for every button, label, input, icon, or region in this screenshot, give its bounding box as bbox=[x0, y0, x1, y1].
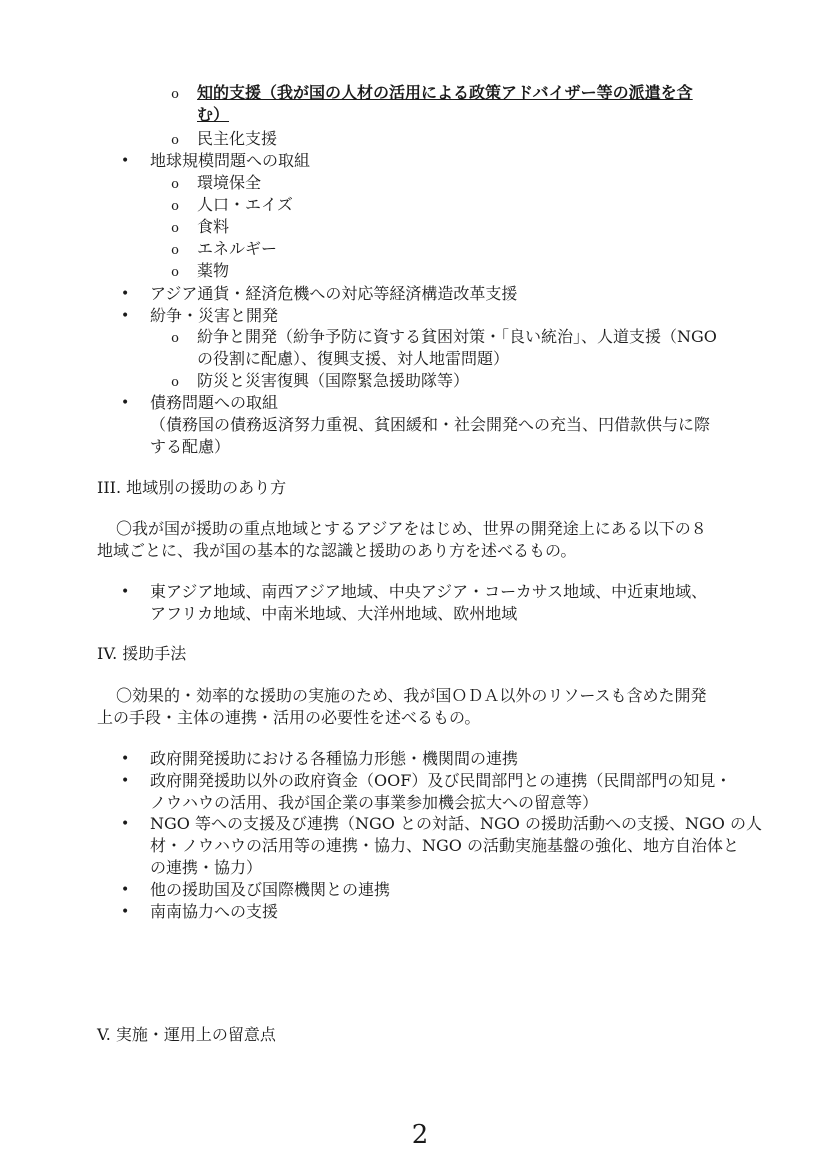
sub-item-conflict-development-line1: 紛争と開発（紛争予防に資する貧困対策・「良い統治」、人道支援（NGO bbox=[197, 327, 717, 346]
bullet: • bbox=[121, 882, 130, 898]
sub-item-intellectual-support-line1: 知的支援（我が国の人材の活用による政策アドバイザー等の派遣を含 bbox=[197, 83, 693, 102]
debt-note-line1: （債務国の債務返済努力重視、貧困緩和・社会開発への充当、円借款供与に際 bbox=[150, 415, 711, 434]
sub-bullet: o bbox=[171, 331, 179, 346]
method-item-cooperation-forms: 政府開発援助における各種協力形態・機関間の連携 bbox=[150, 749, 519, 768]
bullet: • bbox=[121, 751, 130, 767]
sub-bullet: o bbox=[171, 87, 179, 102]
item-global-issues: 地球規模問題への取組 bbox=[150, 151, 311, 170]
sub-bullet: o bbox=[171, 375, 179, 390]
sub-item-intellectual-support-line2: む） bbox=[197, 105, 230, 124]
method-item-ngo-line3: の連携・協力） bbox=[150, 858, 263, 877]
method-item-ngo-line1: NGO 等への支援及び連携（NGO との対話、NGO の援助活動への支援、NGO の人 bbox=[150, 814, 762, 833]
bullet: • bbox=[121, 816, 130, 832]
sub-bullet: o bbox=[171, 199, 179, 214]
debt-note-line2: する配慮） bbox=[150, 437, 231, 456]
sub-bullet: o bbox=[171, 133, 179, 148]
section-iv-intro-line1: 〇効果的・効率的な援助の実施のため、我が国ＯＤＡ以外のリソースも含めた開発 bbox=[116, 686, 707, 705]
bullet: • bbox=[121, 584, 130, 600]
section-iii-title: III. 地域別の援助のあり方 bbox=[97, 478, 287, 497]
section-iii-intro-line1: 〇我が国が援助の重点地域とするアジアをはじめ、世界の開発途上にある以下の８ bbox=[116, 519, 707, 538]
bullet: • bbox=[121, 308, 130, 324]
page-number: 2 bbox=[411, 1120, 429, 1150]
sub-item-disaster-prevention: 防災と災害復興（国際緊急援助隊等） bbox=[197, 371, 470, 390]
section-iv-title: IV. 援助手法 bbox=[97, 644, 187, 663]
sub-item-population-aids: 人口・エイズ bbox=[197, 195, 293, 214]
method-item-oof-line1: 政府開発援助以外の政府資金（OOF）及び民間部門との連携（民間部門の知見・ bbox=[150, 771, 732, 790]
method-item-south-south: 南南協力への支援 bbox=[150, 902, 279, 921]
sub-item-drugs: 薬物 bbox=[197, 261, 230, 280]
sub-bullet: o bbox=[171, 265, 179, 280]
sub-bullet: o bbox=[171, 221, 179, 236]
section-v-title: V. 実施・運用上の留意点 bbox=[97, 1025, 276, 1044]
method-item-oof-line2: ノウハウの活用、我が国企業の事業参加機会拡大への留意等） bbox=[150, 793, 599, 812]
sub-item-democratization: 民主化支援 bbox=[197, 129, 278, 148]
sub-bullet: o bbox=[171, 243, 179, 258]
item-asia-crisis: アジア通貨・経済危機への対応等経済構造改革支援 bbox=[150, 284, 518, 303]
item-conflict-disaster: 紛争・災害と開発 bbox=[150, 306, 279, 325]
sub-item-environment: 環境保全 bbox=[197, 173, 262, 192]
method-item-ngo-line2: 材・ノウハウの活用等の連携・協力、NGO の活動実施基盤の強化、地方自治体と bbox=[150, 836, 739, 855]
bullet: • bbox=[121, 286, 130, 302]
bullet: • bbox=[121, 153, 130, 169]
method-item-donors: 他の援助国及び国際機関との連携 bbox=[150, 880, 391, 899]
bullet: • bbox=[121, 773, 130, 789]
sub-bullet: o bbox=[171, 177, 179, 192]
regions-line2: アフリカ地域、中南米地域、大洋州地域、欧州地域 bbox=[150, 604, 518, 623]
bullet: • bbox=[121, 904, 130, 920]
sub-item-energy: エネルギー bbox=[197, 239, 278, 258]
section-iv-intro-line2: 上の手段・主体の連携・活用の必要性を述べるもの。 bbox=[97, 708, 481, 727]
section-iii-intro-line2: 地域ごとに、我が国の基本的な認識と援助のあり方を述べるもの。 bbox=[97, 541, 577, 560]
regions-line1: 東アジア地域、南西アジア地域、中央アジア・コーカサス地域、中近東地域、 bbox=[150, 582, 708, 601]
sub-item-conflict-development-line2: の役割に配慮）、復興支援、対人地雷問題） bbox=[197, 349, 510, 368]
sub-item-food: 食料 bbox=[197, 217, 230, 236]
bullet: • bbox=[121, 395, 130, 411]
item-debt: 債務問題への取組 bbox=[150, 393, 279, 412]
